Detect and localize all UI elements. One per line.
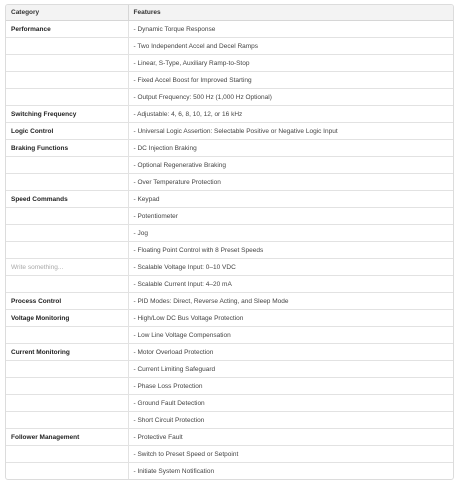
category-cell	[6, 38, 128, 55]
category-cell: Braking Functions	[6, 140, 128, 157]
feature-cell: - Universal Logic Assertion: Selectable Positive or Negative Logic Input	[128, 123, 453, 140]
category-cell	[6, 446, 128, 463]
table-row	[6, 191, 453, 208]
table-row	[6, 106, 453, 123]
table-row	[6, 429, 453, 446]
table-body	[6, 21, 453, 480]
feature-cell: - PID Modes: Direct, Reverse Acting, and Sleep Mode	[128, 293, 453, 310]
feature-cell: - Over Temperature Protection	[128, 174, 453, 191]
feature-cell: - Short Circuit Protection	[128, 412, 453, 429]
table-row	[6, 208, 453, 225]
table-row	[6, 276, 453, 293]
feature-cell: - Linear, S-Type, Auxiliary Ramp-to-Stop	[128, 55, 453, 72]
table-row	[6, 21, 453, 38]
table-header	[6, 5, 453, 21]
column-header-category: Category	[6, 5, 128, 21]
category-cell	[6, 208, 128, 225]
table-row	[6, 89, 453, 106]
category-cell	[6, 157, 128, 174]
category-cell: Performance	[6, 21, 128, 38]
category-cell	[6, 395, 128, 412]
table-row	[6, 361, 453, 378]
feature-cell: - Fixed Accel Boost for Improved Starting	[128, 72, 453, 89]
feature-cell: - Two Independent Accel and Decel Ramps	[128, 38, 453, 55]
table-row	[6, 344, 453, 361]
feature-cell: - Floating Point Control with 8 Preset Speeds	[128, 242, 453, 259]
table-row	[6, 259, 453, 276]
category-cell	[6, 276, 128, 293]
column-header-features: Features	[128, 5, 453, 21]
category-cell	[6, 72, 128, 89]
category-cell	[6, 225, 128, 242]
category-cell	[6, 174, 128, 191]
category-cell: Process Control	[6, 293, 128, 310]
category-cell-editable[interactable]: Write something...	[6, 259, 128, 276]
category-cell	[6, 55, 128, 72]
table-row	[6, 310, 453, 327]
feature-cell: - Motor Overload Protection	[128, 344, 453, 361]
table-row	[6, 123, 453, 140]
feature-cell: - Potentiometer	[128, 208, 453, 225]
feature-cell: - Low Line Voltage Compensation	[128, 327, 453, 344]
table-row	[6, 174, 453, 191]
feature-cell: - Initiate System Notification	[133, 467, 215, 475]
table-row	[6, 293, 453, 310]
feature-cell: - High/Low DC Bus Voltage Protection	[128, 310, 453, 327]
category-cell	[6, 361, 128, 378]
table-row	[6, 412, 453, 429]
table-row	[6, 140, 453, 157]
feature-cell: - Dynamic Torque Response	[128, 21, 453, 38]
feature-cell: - Output Frequency: 500 Hz (1,000 Hz Optional)	[128, 89, 453, 106]
features-table	[6, 5, 453, 479]
category-cell	[6, 242, 128, 259]
features-table-container	[5, 4, 454, 480]
category-cell	[6, 378, 128, 395]
feature-cell: - Optional Regenerative Braking	[128, 157, 453, 174]
category-cell: Switching Frequency	[6, 106, 128, 123]
feature-cell: - Switch to Preset Speed or Setpoint	[128, 446, 453, 463]
category-cell: Logic Control	[6, 123, 128, 140]
category-cell	[6, 327, 128, 344]
table-row	[6, 446, 453, 463]
category-cell	[6, 89, 128, 106]
category-cell	[6, 412, 128, 429]
table-row	[6, 327, 453, 344]
feature-cell: - Ground Fault Detection	[128, 395, 453, 412]
category-cell: Follower Management	[6, 429, 128, 446]
category-cell: Voltage Monitoring	[6, 310, 128, 327]
feature-cell: - Keypad	[128, 191, 453, 208]
table-row	[6, 157, 453, 174]
table-row	[6, 378, 453, 395]
table-row	[6, 463, 453, 480]
category-cell: Speed Commands	[6, 191, 128, 208]
category-cell: Current Monitoring	[6, 344, 128, 361]
feature-cell: - Jog	[128, 225, 453, 242]
category-cell	[6, 463, 128, 480]
table-row	[6, 395, 453, 412]
table-row	[6, 242, 453, 259]
feature-cell: - Phase Loss Protection	[128, 378, 453, 395]
feature-cell: - Current Limiting Safeguard	[128, 361, 453, 378]
feature-cell: - Protective Fault	[128, 429, 453, 446]
table-row	[6, 55, 453, 72]
feature-cell: - Scalable Voltage Input: 0–10 VDC	[128, 259, 453, 276]
header-row	[6, 5, 453, 21]
feature-cell: - DC Injection Braking	[128, 140, 453, 157]
table-row	[6, 72, 453, 89]
feature-cell: - Scalable Current Input: 4–20 mA	[128, 276, 453, 293]
feature-cell: - Adjustable: 4, 6, 8, 10, 12, or 16 kHz	[128, 106, 453, 123]
table-row	[6, 38, 453, 55]
table-row	[6, 225, 453, 242]
